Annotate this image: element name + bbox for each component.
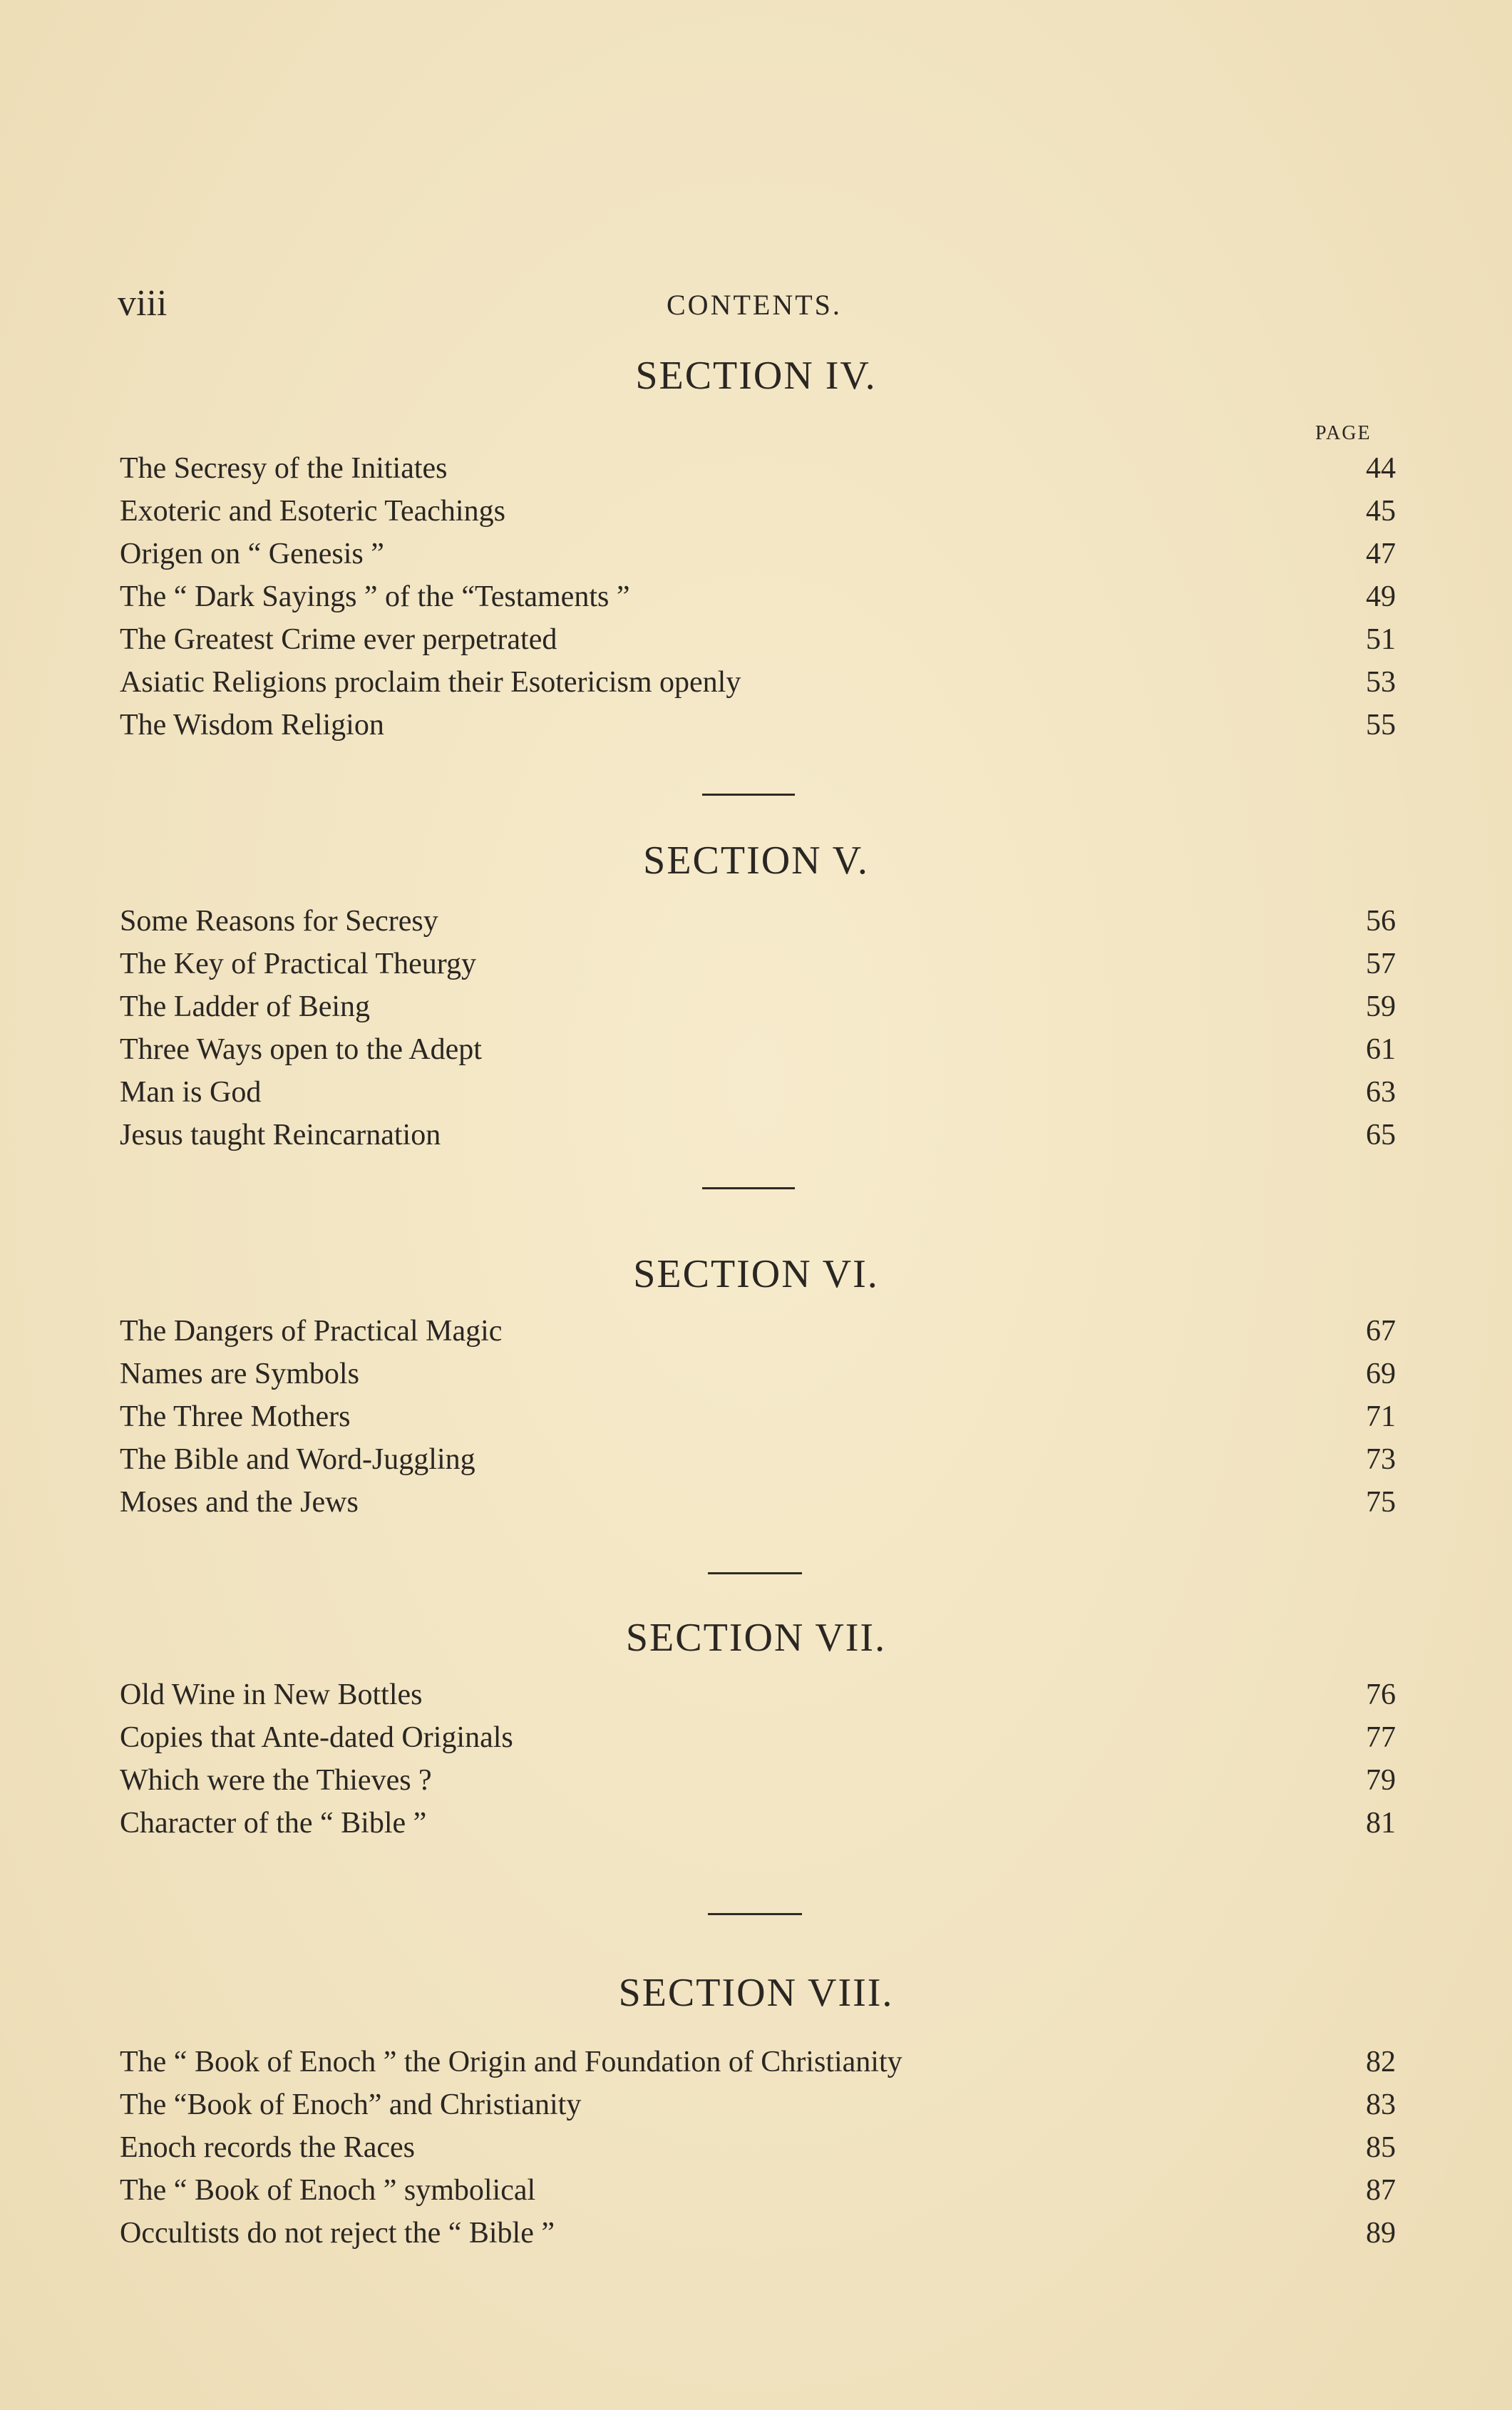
entry-title: The “ Book of Enoch ” symbolical — [120, 2174, 536, 2207]
entry-title: Occultists do not reject the “ Bible ” — [120, 2217, 555, 2250]
page-column-label: PAGE — [1315, 422, 1372, 444]
entry-title: Enoch records the Races — [120, 2131, 415, 2164]
entry-title: Origen on “ Genesis ” — [120, 538, 384, 570]
toc-entry[interactable] — [120, 2173, 1396, 2216]
entry-title: Names are Symbols — [120, 1358, 359, 1390]
entry-page-number: 76 — [1366, 1678, 1396, 1711]
entry-page-number: 73 — [1366, 1443, 1396, 1476]
entry-page-number: 57 — [1366, 948, 1396, 980]
entry-page-number: 56 — [1366, 905, 1396, 938]
toc-entry[interactable] — [120, 1721, 1396, 1763]
entry-page-number: 53 — [1366, 666, 1396, 699]
entry-title: Jesus taught Reincarnation — [120, 1119, 441, 1152]
toc-entry[interactable] — [120, 2130, 1396, 2173]
entry-title: Old Wine in New Bottles — [120, 1678, 423, 1711]
entry-page-number: 79 — [1366, 1764, 1396, 1797]
section-divider-rule — [702, 794, 795, 796]
entry-title: The “ Book of Enoch ” the Origin and Foundation of Christianity — [120, 2046, 902, 2078]
toc-entry[interactable] — [120, 947, 1396, 990]
entry-title: The “Book of Enoch” and Christianity — [120, 2088, 582, 2121]
entry-page-number: 47 — [1366, 538, 1396, 570]
entry-page-number: 49 — [1366, 580, 1396, 613]
toc-entry[interactable] — [120, 537, 1396, 580]
entry-title: Some Reasons for Secresy — [120, 905, 438, 938]
toc-entry[interactable] — [120, 2216, 1396, 2259]
toc-entry[interactable] — [120, 1485, 1396, 1528]
entry-title: Character of the “ Bible ” — [120, 1807, 427, 1840]
toc-entry[interactable] — [120, 708, 1396, 751]
toc-entry[interactable] — [120, 1075, 1396, 1118]
entry-page-number: 82 — [1366, 2046, 1396, 2078]
section-divider-rule — [708, 1572, 802, 1574]
toc-entry[interactable] — [120, 494, 1396, 537]
section-heading: SECTION IV. — [635, 354, 877, 398]
toc-entry[interactable] — [120, 1118, 1396, 1161]
entry-title: The “ Dark Sayings ” of the “Testaments ” — [120, 580, 630, 613]
entry-page-number: 77 — [1366, 1721, 1396, 1754]
toc-entry[interactable] — [120, 1357, 1396, 1400]
entry-title: Exoteric and Esoteric Teachings — [120, 495, 505, 528]
toc-entry[interactable] — [120, 1314, 1396, 1357]
entry-page-number: 87 — [1366, 2174, 1396, 2207]
entry-page-number: 59 — [1366, 990, 1396, 1023]
entry-page-number: 81 — [1366, 1807, 1396, 1840]
entry-page-number: 44 — [1366, 452, 1396, 485]
toc-entry[interactable] — [120, 1763, 1396, 1806]
entry-title: The Wisdom Religion — [120, 709, 384, 742]
toc-entry[interactable] — [120, 665, 1396, 708]
section-heading: SECTION VI. — [633, 1252, 879, 1296]
toc-entry[interactable] — [120, 904, 1396, 947]
entry-title: The Three Mothers — [120, 1400, 351, 1433]
section-divider-rule — [708, 1913, 802, 1915]
entry-page-number: 71 — [1366, 1400, 1396, 1433]
entry-page-number: 75 — [1366, 1486, 1396, 1519]
entry-title: The Dangers of Practical Magic — [120, 1315, 503, 1348]
toc-entry[interactable] — [120, 622, 1396, 665]
section-divider-rule — [702, 1187, 795, 1189]
entry-page-number: 51 — [1366, 623, 1396, 656]
entry-page-number: 63 — [1366, 1076, 1396, 1109]
entry-title: The Key of Practical Theurgy — [120, 948, 476, 980]
toc-entry[interactable] — [120, 451, 1396, 494]
entry-title: Man is God — [120, 1076, 262, 1109]
entry-title: Asiatic Religions proclaim their Esotericism openly — [120, 666, 741, 699]
entry-page-number: 65 — [1366, 1119, 1396, 1152]
section-heading: SECTION VII. — [625, 1616, 887, 1660]
entry-title: The Ladder of Being — [120, 990, 371, 1023]
entry-page-number: 85 — [1366, 2131, 1396, 2164]
toc-entry[interactable] — [120, 580, 1396, 622]
entry-title: The Secresy of the Initiates — [120, 452, 448, 485]
running-title: CONTENTS. — [667, 289, 842, 321]
folio-number: viii — [118, 283, 168, 324]
entry-title: Copies that Ante-dated Originals — [120, 1721, 513, 1754]
toc-entry[interactable] — [120, 1678, 1396, 1721]
page-header — [118, 282, 1394, 325]
toc-entry[interactable] — [120, 1032, 1396, 1075]
entry-page-number: 89 — [1366, 2217, 1396, 2250]
entry-page-number: 61 — [1366, 1033, 1396, 1066]
entry-page-number: 83 — [1366, 2088, 1396, 2121]
toc-entry[interactable] — [120, 2045, 1396, 2088]
section-heading: SECTION V. — [643, 839, 869, 883]
toc-entry[interactable] — [120, 1442, 1396, 1485]
entry-page-number: 69 — [1366, 1358, 1396, 1390]
entry-page-number: 45 — [1366, 495, 1396, 528]
entry-page-number: 55 — [1366, 709, 1396, 742]
toc-entry[interactable] — [120, 2088, 1396, 2130]
entry-title: Moses and the Jews — [120, 1486, 359, 1519]
toc-entry[interactable] — [120, 1806, 1396, 1849]
toc-entry[interactable] — [120, 990, 1396, 1032]
entry-title: Which were the Thieves ? — [120, 1764, 432, 1797]
toc-entry[interactable] — [120, 1400, 1396, 1442]
entry-title: The Greatest Crime ever perpetrated — [120, 623, 557, 656]
entry-title: Three Ways open to the Adept — [120, 1033, 482, 1066]
section-heading: SECTION VIII. — [618, 1971, 894, 2015]
entry-title: The Bible and Word-Juggling — [120, 1443, 475, 1476]
entry-page-number: 67 — [1366, 1315, 1396, 1348]
